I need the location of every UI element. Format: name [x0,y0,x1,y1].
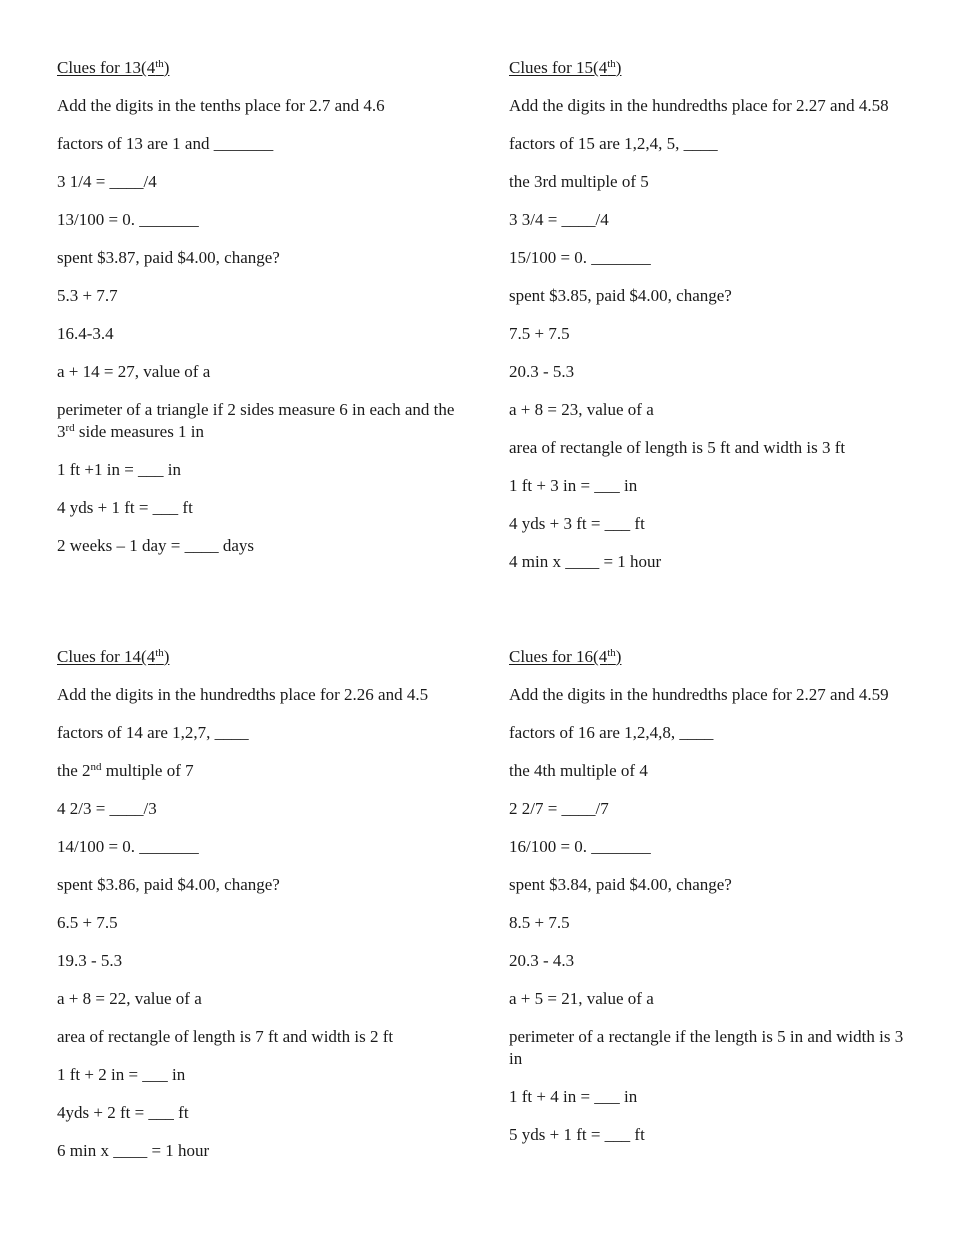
clue-item [57,193,457,231]
clue-text: factors of 15 are 1,2,4, 5, ____ [509,134,718,153]
clue-item [57,1124,457,1162]
clue-text: perimeter of a triangle if 2 sides measure 6 in each and the 3 [57,400,455,441]
heading-suffix: ) [163,58,170,77]
clue-text: 13/100 = 0. _______ [57,210,199,229]
clues-section-14 [57,646,457,1162]
clue-text: 20.3 - 5.3 [509,362,575,381]
clue-text: spent $3.85, paid $4.00, change? [509,286,732,305]
clue-item [509,231,909,269]
clue-item [57,345,457,383]
heading-prefix: Clues for 13(4 [57,58,156,77]
clue-item [509,307,909,345]
clue-item [57,972,457,1010]
clue-text: 4 2/3 = ____/3 [57,799,157,818]
clue-item [509,820,909,858]
clue-item [509,79,909,117]
section-heading [57,646,457,668]
section-heading [57,57,457,79]
clue-item [509,782,909,820]
clue-text: 8.5 + 7.5 [509,913,570,932]
section-heading [509,57,909,79]
clue-text: a + 8 = 23, value of a [509,400,654,419]
clue-text: 5 yds + 1 ft = ___ ft [509,1125,645,1144]
clue-item [57,706,457,744]
clue-item [57,269,457,307]
clue-superscript: rd [65,422,75,434]
clue-item [509,896,909,934]
clue-text: 4 yds + 3 ft = ___ ft [509,514,645,533]
clue-text: spent $3.86, paid $4.00, change? [57,875,280,894]
clue-item [509,117,909,155]
clue-text-continued: multiple of 7 [101,761,194,780]
clue-item [509,706,909,744]
clue-item [509,1108,909,1146]
clue-text: Add the digits in the hundredths place for 2.27 and 4.58 [509,96,889,115]
clue-item [57,934,457,972]
heading-superscript: th [155,647,164,659]
clue-item [57,307,457,345]
clue-text: 1 ft + 2 in = ___ in [57,1065,186,1084]
clue-text: 16/100 = 0. _______ [509,837,651,856]
clue-item [57,1048,457,1086]
clue-item [509,1010,909,1070]
clue-item [57,820,457,858]
clue-text: a + 5 = 21, value of a [509,989,654,1008]
clue-item [509,383,909,421]
clue-text: Add the digits in the hundredths place for 2.27 and 4.59 [509,685,889,704]
clues-section-15 [509,57,909,573]
heading-superscript: th [155,58,164,70]
section-heading [509,646,909,668]
clue-item [509,744,909,782]
clue-text: 3 3/4 = ____/4 [509,210,609,229]
heading-prefix: Clues for 15(4 [509,58,608,77]
clue-item [57,1010,457,1048]
clue-item [509,193,909,231]
clue-text: Add the digits in the hundredths place for 2.26 and 4.5 [57,685,429,704]
clue-item [57,668,457,706]
clue-text: 6 min x ____ = 1 hour [57,1141,210,1160]
clue-superscript: nd [90,761,102,773]
heading-suffix: ) [615,647,622,666]
clue-text: 6.5 + 7.5 [57,913,118,932]
clue-text: a + 14 = 27, value of a [57,362,211,381]
clues-section-16 [509,646,909,1146]
clue-text: 2 2/7 = ____/7 [509,799,609,818]
clue-item [57,383,457,443]
clue-item [509,497,909,535]
clue-item [509,421,909,459]
heading-suffix: ) [163,647,170,666]
clue-text: factors of 16 are 1,2,4,8, ____ [509,723,714,742]
clue-text: the 2 [57,761,91,780]
heading-suffix: ) [615,58,622,77]
clue-item [509,972,909,1010]
clue-item [57,896,457,934]
clue-text: 4 min x ____ = 1 hour [509,552,662,571]
clue-item [509,934,909,972]
clue-text: spent $3.84, paid $4.00, change? [509,875,732,894]
clue-item [509,459,909,497]
heading-superscript: th [607,647,616,659]
clue-item [57,744,457,782]
clue-item [509,858,909,896]
clue-item [57,443,457,481]
clue-text: factors of 14 are 1,2,7, ____ [57,723,249,742]
clue-text: 4yds + 2 ft = ___ ft [57,1103,189,1122]
clue-item [509,269,909,307]
clue-text: the 3rd multiple of 5 [509,172,649,191]
clue-text-continued: side measures 1 in [74,422,205,441]
heading-superscript: th [607,58,616,70]
heading-prefix: Clues for 16(4 [509,647,608,666]
clue-text: 5.3 + 7.7 [57,286,118,305]
clue-text: 2 weeks – 1 day = ____ days [57,536,255,555]
clue-text: factors of 13 are 1 and _______ [57,134,274,153]
clue-text: the 4th multiple of 4 [509,761,648,780]
clue-item [57,231,457,269]
clue-text: spent $3.87, paid $4.00, change? [57,248,280,267]
clue-text: 20.3 - 4.3 [509,951,575,970]
clue-text: 4 yds + 1 ft = ___ ft [57,498,193,517]
clue-text: 1 ft + 3 in = ___ in [509,476,638,495]
clue-text: 19.3 - 5.3 [57,951,123,970]
clue-item [57,519,457,557]
clue-text: area of rectangle of length is 7 ft and width is 2 ft [57,1027,394,1046]
clue-text: 7.5 + 7.5 [509,324,570,343]
clue-item [509,345,909,383]
clue-item [57,1086,457,1124]
clues-section-13 [57,57,457,557]
clue-text: 3 1/4 = ____/4 [57,172,157,191]
clue-item [57,481,457,519]
clue-item [57,155,457,193]
clue-item [57,858,457,896]
clue-text: 14/100 = 0. _______ [57,837,199,856]
heading-prefix: Clues for 14(4 [57,647,156,666]
clue-text: Add the digits in the tenths place for 2.7 and 4.6 [57,96,385,115]
clue-item [57,117,457,155]
clue-item [509,155,909,193]
clue-item [509,535,909,573]
clue-text: 1 ft + 4 in = ___ in [509,1087,638,1106]
clue-item [57,782,457,820]
clue-text: 16.4-3.4 [57,324,114,343]
clue-text: perimeter of a rectangle if the length is 5 in and width is 3 in [509,1027,904,1068]
clue-text: area of rectangle of length is 5 ft and width is 3 ft [509,438,846,457]
clue-item [509,668,909,706]
clue-text: 15/100 = 0. _______ [509,248,651,267]
clue-text: a + 8 = 22, value of a [57,989,202,1008]
clue-item [509,1070,909,1108]
clue-item [57,79,457,117]
clue-text: 1 ft +1 in = ___ in [57,460,182,479]
